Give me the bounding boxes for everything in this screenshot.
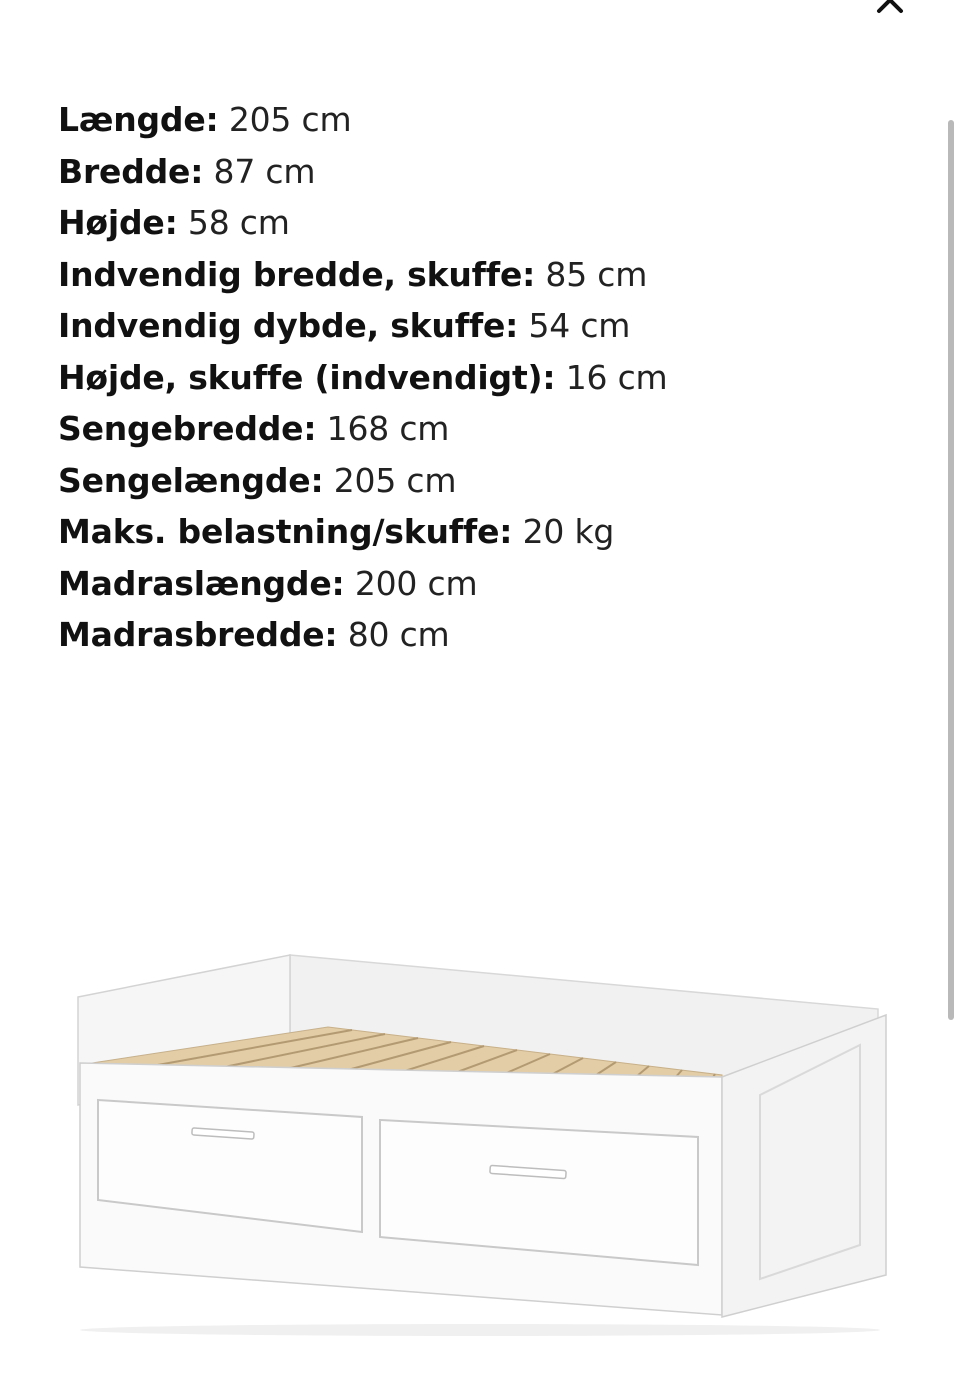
spec-height <box>58 197 667 249</box>
spec-label: Højde, skuffe (indvendigt): <box>58 357 556 397</box>
spec-value: 54 cm <box>518 306 631 345</box>
spec-label: Højde: <box>58 203 178 242</box>
spec-label: Maks. belastning/skuffe: <box>58 512 513 551</box>
spec-width <box>58 146 667 198</box>
spec-value: 205 cm <box>218 100 352 139</box>
spec-length <box>58 94 667 146</box>
spec-value: 87 cm <box>203 151 316 191</box>
spec-mattress-length <box>58 558 667 610</box>
product-dimensions-list <box>58 94 667 661</box>
close-icon <box>875 0 905 15</box>
spec-drawer-inner-depth <box>58 300 667 352</box>
spec-value: 205 cm <box>323 460 457 500</box>
spec-value: 20 kg <box>512 512 615 551</box>
spec-mattress-width <box>58 609 667 661</box>
spec-label: Sengelængde: <box>58 460 324 500</box>
spec-value: 85 cm <box>535 254 648 294</box>
spec-value: 58 cm <box>177 203 290 242</box>
scrollbar-thumb[interactable] <box>948 120 954 1020</box>
close-button[interactable] <box>872 0 908 18</box>
spec-bed-width <box>58 403 667 455</box>
spec-label: Længde: <box>58 100 219 139</box>
spec-label: Madrasbredde: <box>58 615 338 654</box>
spec-label: Bredde: <box>58 151 204 191</box>
spec-value: 80 cm <box>337 615 450 654</box>
spec-drawer-inner-width <box>58 249 667 301</box>
spec-label: Sengebredde: <box>58 409 317 448</box>
spec-value: 200 cm <box>344 563 478 603</box>
spec-value: 16 cm <box>555 357 668 397</box>
spec-label: Indvendig bredde, skuffe: <box>58 254 536 294</box>
spec-max-load-drawer <box>58 506 667 558</box>
spec-bed-length <box>58 455 667 507</box>
scrollbar[interactable] <box>946 120 954 1020</box>
spec-label: Indvendig dybde, skuffe: <box>58 306 519 345</box>
spec-label: Madraslængde: <box>58 563 345 603</box>
spec-drawer-inner-height <box>58 352 667 404</box>
spec-value: 168 cm <box>316 409 450 448</box>
product-image <box>60 945 900 1345</box>
